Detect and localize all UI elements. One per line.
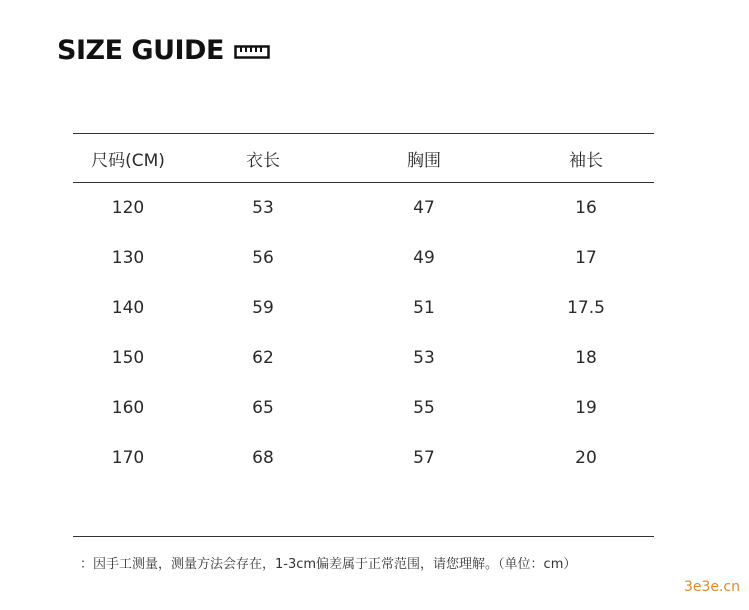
table-cell: 57 bbox=[413, 448, 435, 468]
table-cell: 68 bbox=[252, 448, 274, 468]
table-cell: 160 bbox=[111, 398, 145, 418]
ruler-icon bbox=[234, 44, 270, 60]
size-table bbox=[73, 133, 654, 483]
table-header-row bbox=[73, 134, 654, 182]
size-guide-header bbox=[57, 34, 270, 68]
table-cell: 16 bbox=[575, 198, 597, 218]
table-row bbox=[73, 383, 654, 433]
watermark-text: 3e3e.cn bbox=[683, 579, 740, 595]
table-row bbox=[73, 183, 654, 233]
table-cell: 53 bbox=[413, 348, 435, 368]
table-row bbox=[73, 433, 654, 483]
table-cell: 150 bbox=[111, 348, 145, 368]
table-cell: 17.5 bbox=[567, 298, 605, 318]
table-cell: 56 bbox=[252, 248, 274, 268]
table-cell: 53 bbox=[252, 198, 274, 218]
column-header-chest: 胸围 bbox=[407, 150, 441, 171]
table-row bbox=[73, 333, 654, 383]
table-cell: 18 bbox=[575, 348, 597, 368]
table-cell: 59 bbox=[252, 298, 274, 318]
table-row bbox=[73, 233, 654, 283]
table-cell: 170 bbox=[111, 448, 145, 468]
column-header-size: 尺码(CM) bbox=[91, 150, 165, 171]
table-cell: 130 bbox=[111, 248, 145, 268]
table-cell: 19 bbox=[575, 398, 597, 418]
table-cell: 55 bbox=[413, 398, 435, 418]
table-cell: 140 bbox=[111, 298, 145, 318]
table-body bbox=[73, 183, 654, 483]
page-title: SIZE GUIDE bbox=[57, 35, 224, 66]
table-cell: 17 bbox=[575, 248, 597, 268]
measurement-note: ：因手工测量，测量方法会存在，1-3cm偏差属于正常范围，请您理解。（单位：cm） bbox=[80, 557, 577, 572]
column-header-length: 衣长 bbox=[246, 150, 280, 171]
column-header-sleeve: 袖长 bbox=[569, 150, 603, 171]
table-cell: 51 bbox=[413, 298, 435, 318]
table-cell: 20 bbox=[575, 448, 597, 468]
table-cell: 65 bbox=[252, 398, 274, 418]
table-cell: 120 bbox=[111, 198, 145, 218]
table-cell: 47 bbox=[413, 198, 435, 218]
table-row bbox=[73, 283, 654, 333]
table-cell: 49 bbox=[413, 248, 435, 268]
table-bottom-rule bbox=[73, 536, 654, 537]
table-cell: 62 bbox=[252, 348, 274, 368]
